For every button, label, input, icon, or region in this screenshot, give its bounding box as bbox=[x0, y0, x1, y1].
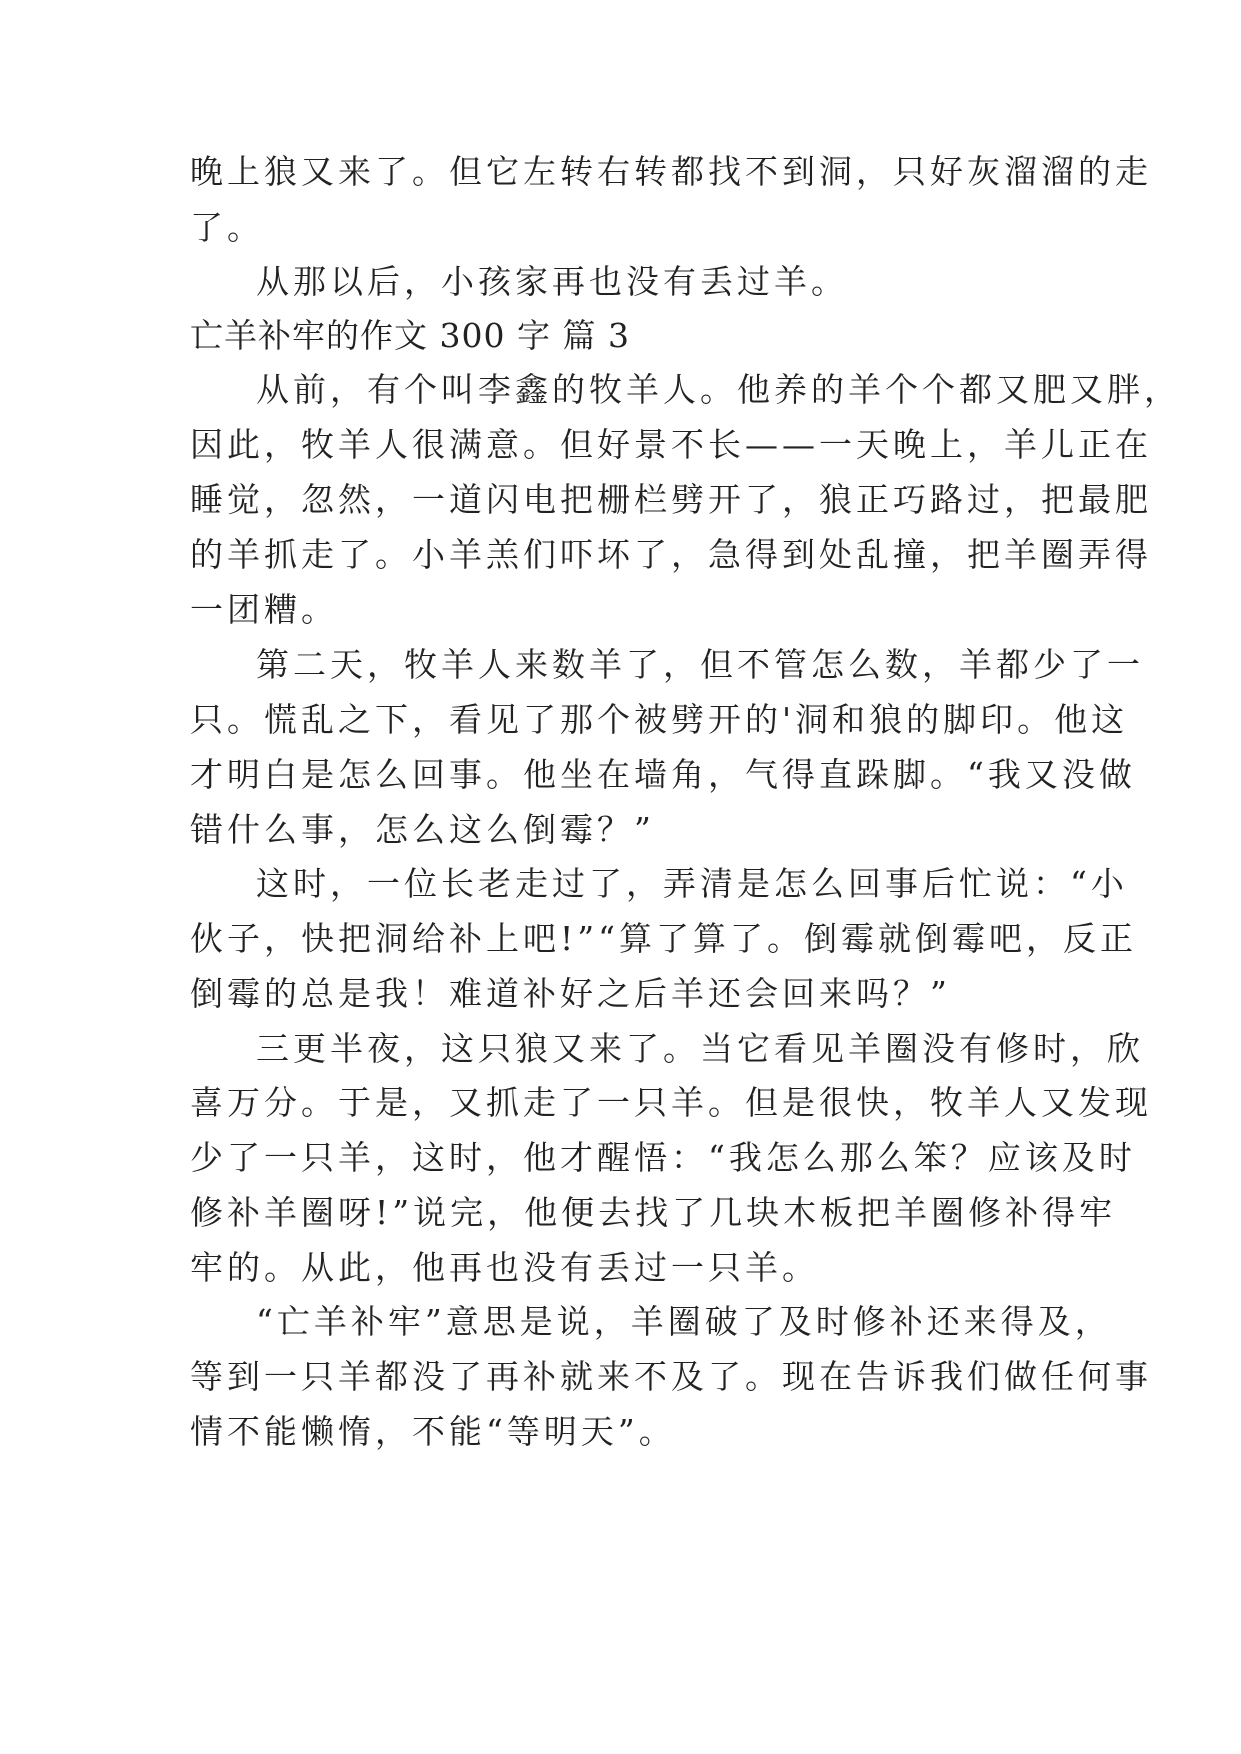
body-text-line: 了。 bbox=[190, 208, 264, 247]
paragraph-start-line: 从前，有个叫李鑫的牧羊人。他养的羊个个都又肥又胖， bbox=[256, 370, 1181, 409]
body-text-line: 修补羊圈呀!”说完，他便去找了几块木板把羊圈修补得牢 bbox=[190, 1193, 1117, 1232]
body-text-line: 错什么事，怎么这么倒霉？” bbox=[190, 810, 655, 849]
body-text-line: 一团糟。 bbox=[190, 590, 338, 629]
paragraph-start-line: 这时，一位长老走过了，弄清是怎么回事后忙说：“小 bbox=[256, 864, 1128, 903]
body-text-line: 的羊抓走了。小羊羔们吓坏了，急得到处乱撞，把羊圈弄得 bbox=[190, 535, 1152, 574]
body-text-line: 晚上狼又来了。但它左转右转都找不到洞，只好灰溜溜的走 bbox=[190, 152, 1152, 191]
body-text-line: 情不能懒惰，不能“等明天”。 bbox=[190, 1412, 676, 1451]
body-text-line: 牢的。从此，他再也没有丢过一只羊。 bbox=[190, 1248, 819, 1287]
paragraph-start-line: 从那以后，小孩家再也没有丢过羊。 bbox=[256, 262, 848, 301]
body-text-line: 因此，牧羊人很满意。但好景不长——一天晚上，羊儿正在 bbox=[190, 425, 1152, 464]
paragraph-start-line: 三更半夜，这只狼又来了。当它看见羊圈没有修时，欣 bbox=[256, 1029, 1144, 1068]
body-text-line: 伙子，快把洞给补上吧!”“算了算了。倒霉就倒霉吧，反正 bbox=[190, 919, 1138, 958]
paragraph-start-line: “亡羊补牢”意思是说，羊圈破了及时修补还来得及， bbox=[256, 1302, 1112, 1341]
body-text-line: 只。慌乱之下，看见了那个被劈开的'洞和狼的脚印。他这 bbox=[190, 700, 1129, 739]
body-text-line: 倒霉的总是我！难道补好之后羊还会回来吗？” bbox=[190, 974, 951, 1013]
body-text-line: 少了一只羊，这时，他才醒悟：“我怎么那么笨？应该及时 bbox=[190, 1138, 1136, 1177]
body-text-line: 睡觉，忽然，一道闪电把栅栏劈开了，狼正巧路过，把最肥 bbox=[190, 480, 1152, 519]
body-text-line: 喜万分。于是，又抓走了一只羊。但是很快，牧羊人又发现 bbox=[190, 1083, 1152, 1122]
paragraph-start-line: 第二天，牧羊人来数羊了，但不管怎么数，羊都少了一 bbox=[256, 645, 1144, 684]
body-text-line: 才明白是怎么回事。他坐在墙角，气得直跺脚。“我又没做 bbox=[190, 755, 1136, 794]
section-heading: 亡羊补牢的作文 300 字 篇 3 bbox=[190, 316, 630, 355]
body-text-line: 等到一只羊都没了再补就来不及了。现在告诉我们做任何事 bbox=[190, 1357, 1152, 1396]
